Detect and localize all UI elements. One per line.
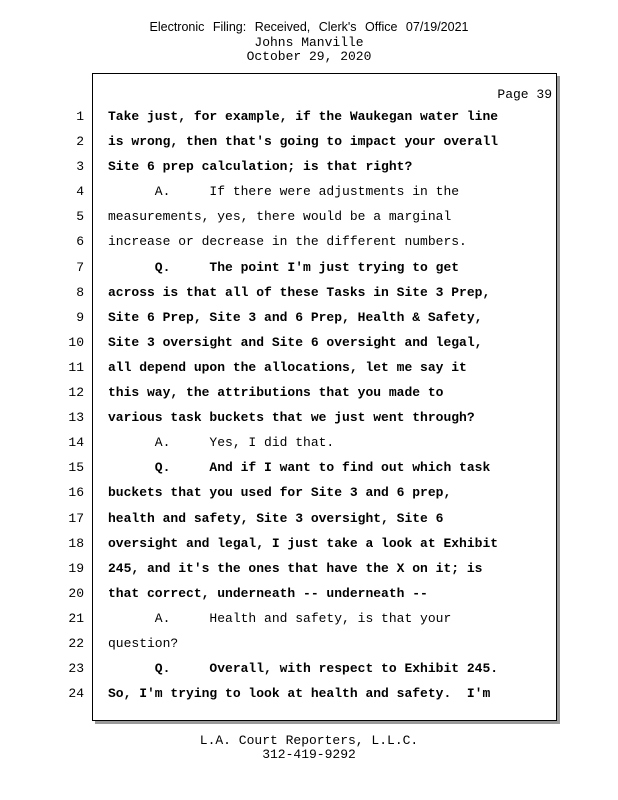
transcript-lines: [108, 108, 548, 710]
line-number: 6: [76, 234, 84, 250]
line-number: 11: [68, 359, 84, 375]
transcript-line: that correct, underneath -- underneath --: [108, 585, 428, 601]
line-number: 21: [68, 610, 84, 626]
line-number-column: [60, 108, 84, 710]
line-number: 13: [68, 410, 84, 426]
line-number: 18: [68, 535, 84, 551]
transcript-line: all depend upon the allocations, let me say it: [108, 359, 467, 375]
line-number: 19: [68, 560, 84, 576]
line-number: 2: [76, 134, 84, 150]
transcript-line: Site 3 oversight and Site 6 oversight and legal,: [108, 334, 483, 350]
line-number: 1: [76, 109, 84, 124]
transcript-line: A. If there were adjustments in the: [108, 184, 460, 200]
line-number: 14: [68, 435, 84, 451]
line-number: 16: [68, 485, 84, 501]
transcript-line: is wrong, then that's going to impact your overall: [108, 134, 499, 150]
page-number: Page 39: [497, 87, 552, 102]
electronic-filing-stamp: Electronic Filing: Received, Clerk's Office 07/19/2021: [149, 20, 469, 34]
transcript-line: health and safety, Site 3 oversight, Site 6: [108, 510, 444, 526]
transcript-line: A. Health and safety, is that your: [108, 610, 452, 626]
line-number: 17: [68, 510, 84, 526]
line-number: 4: [76, 184, 84, 200]
transcript-line: Q. And if I want to find out which task: [108, 460, 491, 476]
transcript-line: Site 6 prep calculation; is that right?: [108, 159, 413, 175]
line-number: 10: [68, 334, 84, 350]
transcript-line: A. Yes, I did that.: [108, 435, 335, 451]
line-number: 22: [68, 635, 84, 651]
transcript-line: across is that all of these Tasks in Site 3 Prep,: [108, 284, 491, 300]
line-number: 20: [68, 585, 84, 601]
line-number: 5: [76, 209, 84, 225]
transcript-line: buckets that you used for Site 3 and 6 prep,: [108, 485, 452, 501]
footer-phone: 312-419-9292: [262, 747, 356, 762]
transcript-line: this way, the attributions that you made to: [108, 385, 444, 401]
line-number: 12: [68, 385, 84, 401]
line-number: 3: [76, 159, 84, 175]
transcript-line: So, I'm trying to look at health and safety. I'm: [108, 686, 491, 702]
transcript-line: various task buckets that we just went through?: [108, 410, 475, 426]
transcript-line: question?: [108, 635, 179, 651]
transcript-line: increase or decrease in the different numbers.: [108, 234, 467, 250]
transcript-line: measurements, yes, there would be a marginal: [108, 209, 452, 225]
transcript-line: Take just, for example, if the Waukegan water line: [108, 109, 499, 124]
line-number: 24: [68, 686, 84, 702]
header-deponent: Johns Manville: [254, 35, 364, 50]
line-number: 9: [76, 309, 84, 325]
transcript-line: Q. The point I'm just trying to get: [108, 259, 460, 275]
transcript-line: Q. Overall, with respect to Exhibit 245.: [108, 661, 499, 677]
transcript-line: Site 6 Prep, Site 3 and 6 Prep, Health & Safety,: [108, 309, 483, 325]
transcript-line: 245, and it's the ones that have the X on it; is: [108, 560, 483, 576]
line-number: 8: [76, 284, 84, 300]
header-date: October 29, 2020: [246, 49, 372, 64]
transcript-line: oversight and legal, I just take a look at Exhibit: [108, 535, 499, 551]
line-number: 15: [68, 460, 84, 476]
line-number: 7: [76, 259, 84, 275]
footer-reporter-company: L.A. Court Reporters, L.L.C.: [199, 733, 419, 748]
line-number: 23: [68, 661, 84, 677]
